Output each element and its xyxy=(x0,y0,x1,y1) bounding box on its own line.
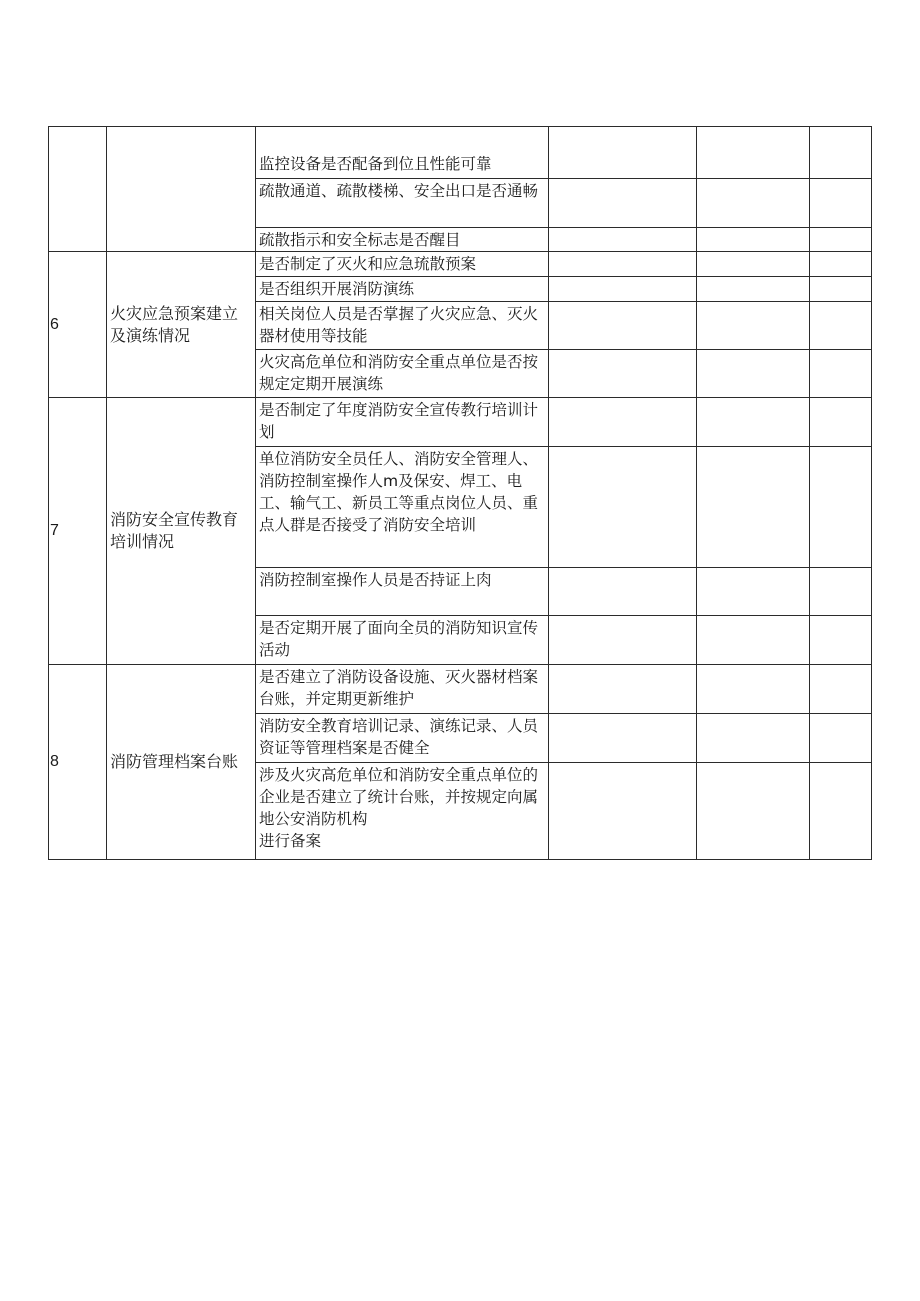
sign-cell[interactable] xyxy=(810,763,872,860)
check-item: 疏散通道、疏散楼梯、安全出口是否通畅 xyxy=(256,179,549,228)
result-cell[interactable] xyxy=(549,447,697,568)
inspection-table xyxy=(48,126,872,860)
result-cell[interactable] xyxy=(549,665,697,714)
remark-cell[interactable] xyxy=(697,127,810,179)
sign-cell[interactable] xyxy=(810,447,872,568)
sign-cell[interactable] xyxy=(810,350,872,398)
remark-cell[interactable] xyxy=(697,763,810,860)
remark-cell[interactable] xyxy=(697,252,810,277)
result-cell[interactable] xyxy=(549,277,697,302)
sign-cell[interactable] xyxy=(810,568,872,616)
check-item: 是否组织开展消防演练 xyxy=(256,277,549,302)
result-cell[interactable] xyxy=(549,350,697,398)
result-cell[interactable] xyxy=(549,252,697,277)
table-row xyxy=(49,398,872,447)
inspection-table-container xyxy=(48,126,872,860)
result-cell[interactable] xyxy=(549,302,697,350)
remark-cell[interactable] xyxy=(697,568,810,616)
section-category xyxy=(107,127,256,252)
result-cell[interactable] xyxy=(549,568,697,616)
result-cell[interactable] xyxy=(549,714,697,763)
result-cell[interactable] xyxy=(549,763,697,860)
result-cell[interactable] xyxy=(549,398,697,447)
sign-cell[interactable] xyxy=(810,665,872,714)
sign-cell[interactable] xyxy=(810,127,872,179)
section-category: 火灾应急预案建立及演练情况 xyxy=(107,252,256,398)
table-row xyxy=(49,127,872,179)
remark-cell[interactable] xyxy=(697,350,810,398)
result-cell[interactable] xyxy=(549,228,697,252)
check-item: 消防控制室操作人员是否持证上肉 xyxy=(256,568,549,616)
remark-cell[interactable] xyxy=(697,302,810,350)
check-item: 是否建立了消防设备设施、灭火器材档案台账，并定期更新维护 xyxy=(256,665,549,714)
check-item: 疏散指示和安全标志是否醒目 xyxy=(256,228,549,252)
sign-cell[interactable] xyxy=(810,228,872,252)
check-item: 监控设备是否配备到位且性能可靠 xyxy=(256,127,549,179)
sign-cell[interactable] xyxy=(810,616,872,665)
section-category: 消防管理档案台账 xyxy=(107,665,256,860)
check-item: 是否定期开展了面向全员的消防知识宣传活动 xyxy=(256,616,549,665)
result-cell[interactable] xyxy=(549,179,697,228)
check-item: 相关岗位人员是否掌握了火灾应急、灭火器材使用等技能 xyxy=(256,302,549,350)
remark-cell[interactable] xyxy=(697,665,810,714)
check-item: 消防安全教育培训记录、演练记录、人员资证等管理档案是否健全 xyxy=(256,714,549,763)
result-cell[interactable] xyxy=(549,616,697,665)
sign-cell[interactable] xyxy=(810,252,872,277)
sign-cell[interactable] xyxy=(810,714,872,763)
remark-cell[interactable] xyxy=(697,398,810,447)
remark-cell[interactable] xyxy=(697,179,810,228)
check-item: 是否制定了灭火和应急琉散预案 xyxy=(256,252,549,277)
result-cell[interactable] xyxy=(549,127,697,179)
section-category: 消防安全宣传教育培训情况 xyxy=(107,398,256,665)
remark-cell[interactable] xyxy=(697,447,810,568)
check-item: 是否制定了年度消防安全宣传教行培训计划 xyxy=(256,398,549,447)
section-number: 6 xyxy=(49,252,107,398)
remark-cell[interactable] xyxy=(697,228,810,252)
sign-cell[interactable] xyxy=(810,277,872,302)
table-row xyxy=(49,665,872,714)
remark-cell[interactable] xyxy=(697,277,810,302)
sign-cell[interactable] xyxy=(810,302,872,350)
remark-cell[interactable] xyxy=(697,616,810,665)
section-number xyxy=(49,127,107,252)
sign-cell[interactable] xyxy=(810,398,872,447)
check-item: 涉及火灾高危单位和消防安全重点单位的企业是否建立了统计台账，并按规定向属地公安消防机构 进行备案 xyxy=(256,763,549,860)
section-number: 8 xyxy=(49,665,107,860)
check-item: 单位消防安全员任人、消防安全管理人、消防控制室操作人m及保安、焊工、电工、输气工、新员工等重点岗位人员、重点人群是否接受了消防安全培训 xyxy=(256,447,549,568)
section-number: 7 xyxy=(49,398,107,665)
check-item: 火灾高危单位和消防安全重点单位是否按规定定期开展演练 xyxy=(256,350,549,398)
sign-cell[interactable] xyxy=(810,179,872,228)
table-row xyxy=(49,252,872,277)
remark-cell[interactable] xyxy=(697,714,810,763)
